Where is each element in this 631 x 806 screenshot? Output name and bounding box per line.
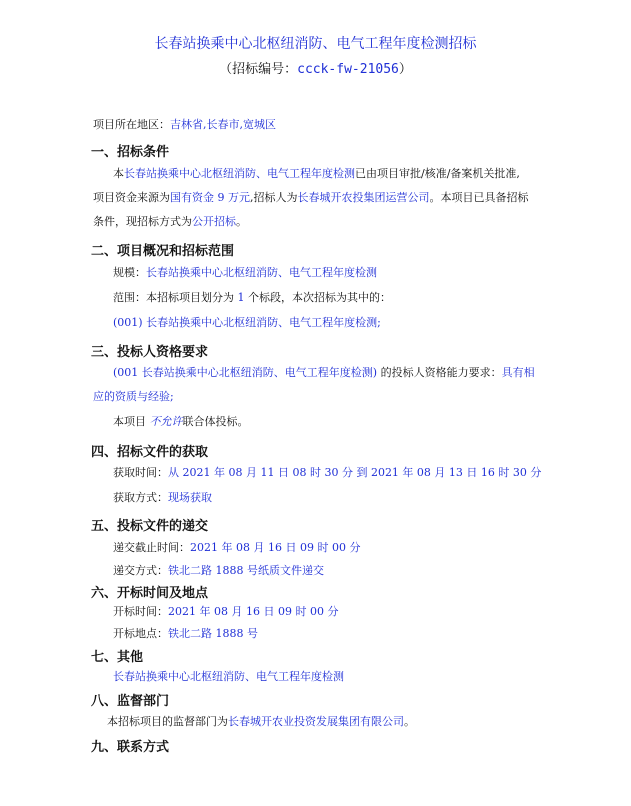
submission-method: 递交方式：铁北二路 1888 号纸质文件递交: [113, 564, 324, 577]
section-1-heading: 一、招标条件: [91, 145, 170, 160]
qualification-line-2: 应的资质与经验;: [93, 390, 174, 403]
section-9-heading: 九、联系方式: [91, 740, 170, 755]
document-title: 长春站换乘中心北枢纽消防、电气工程年度检测招标: [154, 36, 477, 52]
consortium-policy: 本项目 不允许联合体投标。: [113, 415, 249, 428]
opening-place: 开标地点：铁北二路 1888 号: [113, 627, 258, 640]
location-label: 项目所在地区：: [93, 118, 170, 131]
section-8-heading: 八、监督部门: [91, 694, 170, 709]
submission-deadline: 递交截止时间：2021 年 08 月 16 日 09 时 00 分: [113, 541, 361, 554]
section-5-heading: 五、投标文件的递交: [91, 519, 209, 534]
lot-item: (001) 长春站换乘中心北枢纽消防、电气工程年度检测;: [113, 316, 381, 329]
acquire-method: 获取方式：现场获取: [113, 491, 212, 504]
section-3-heading: 三、投标人资格要求: [91, 345, 209, 360]
section-6-heading: 六、开标时间及地点: [91, 586, 209, 601]
section-4-heading: 四、招标文件的获取: [91, 445, 209, 460]
tender-number-prefix: （招标编号：: [219, 62, 298, 77]
section-1-line-2: 项目资金来源为国有资金 9 万元,招标人为长春城开农投集团运营公司。本项目已具备招标: [93, 191, 529, 204]
tender-number-value: ccck-fw-21056: [297, 62, 399, 77]
tender-number-suffix: ）: [398, 62, 412, 77]
other-info: 长春站换乘中心北枢纽消防、电气工程年度检测: [113, 670, 344, 683]
project-range: 范围：本招标项目划分为 1 个标段，本次招标为其中的：: [113, 291, 391, 304]
opening-time: 开标时间：2021 年 08 月 16 日 09 时 00 分: [113, 605, 339, 618]
supervision-department: 本招标项目的监督部门为长春城开农业投资发展集团有限公司。: [107, 715, 415, 728]
qualification-line-1: (001 长春站换乘中心北枢纽消防、电气工程年度检测) 的投标人资格能力要求：具有相: [113, 366, 535, 379]
project-location: [93, 118, 276, 132]
section-7-heading: 七、其他: [91, 650, 144, 665]
location-value: 吉林省,长春市,宽城区: [170, 118, 276, 131]
tender-number: [0, 58, 631, 77]
section-2-heading: 二、项目概况和招标范围: [91, 244, 235, 259]
section-1-line-1: 本长春站换乘中心北枢纽消防、电气工程年度检测已由项目审批/核准/备案机关批准,: [113, 167, 520, 180]
acquire-time: 获取时间：从 2021 年 08 月 11 日 08 时 30 分 到 2021 年 08 月 13 日 16 时 30 分: [113, 466, 542, 479]
section-1-line-3: 条件，现招标方式为公开招标。: [93, 215, 247, 228]
project-scale: 规模：长春站换乘中心北枢纽消防、电气工程年度检测: [113, 266, 377, 279]
